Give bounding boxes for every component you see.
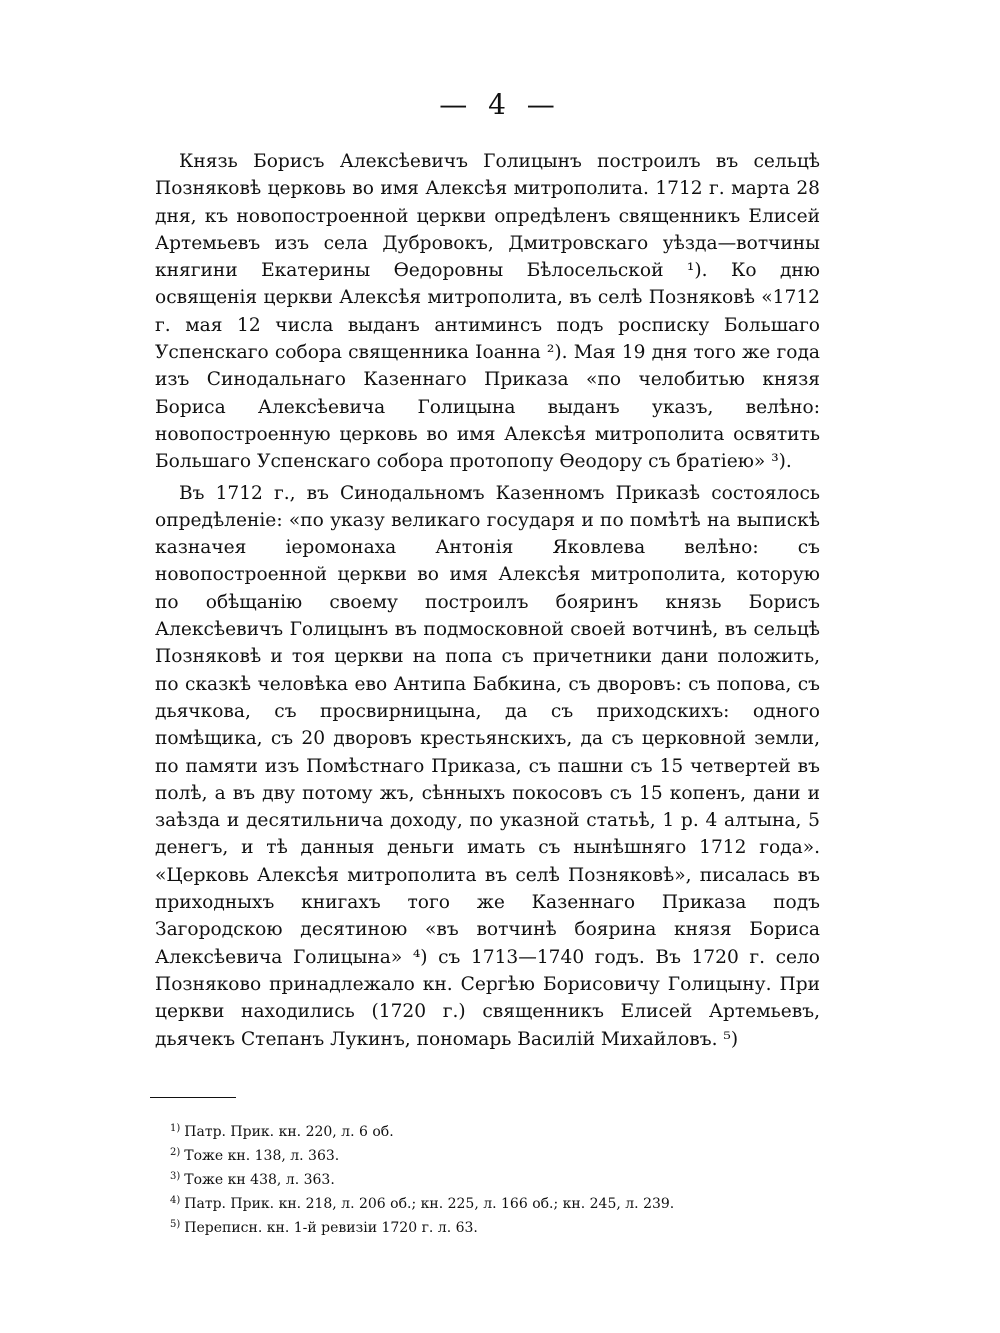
footnote-text: Тоже кн. 138, л. 363.: [184, 1148, 340, 1164]
footnote-4: [170, 1192, 810, 1216]
footnote-mark: 3): [170, 1171, 181, 1182]
footnote-1: [170, 1120, 810, 1144]
footnote-text: Патр. Прик. кн. 218, л. 206 об.; кн. 225, л. 166 об.; кн. 245, л. 239.: [184, 1196, 675, 1212]
footnote-divider: [150, 1097, 236, 1098]
footnote-text: Тоже кн 438, л. 363.: [184, 1172, 335, 1188]
footnote-5: [170, 1216, 810, 1240]
footnote-text: Переписн. кн. 1-й ревизіи 1720 г. л. 63.: [184, 1220, 478, 1236]
footnote-text: Патр. Прик. кн. 220, л. 6 об.: [184, 1124, 394, 1140]
footnotes: [170, 1120, 810, 1240]
footnote-mark: 5): [170, 1219, 181, 1230]
footnote-mark: 4): [170, 1195, 181, 1206]
paragraph-2: Въ 1712 г., въ Синодальномъ Казенномъ Приказѣ состоялось опредѣленіе: «по указу великаго государя и по помѣтѣ на выпискѣ казначея іеромонаха Антонія Яковлева велѣно: съ новопостроенной церкви во имя Алексѣя митрополита, которую по обѣщанію своему построилъ бояринъ князь Борисъ Алексѣевичъ Голицынъ въ подмосковной своей вотчинѣ, въ сельцѣ Позняковѣ и тоя церкви на попа съ причетники дани положить, по сказкѣ человѣка ево Антипа Бабкина, съ дворовъ: съ попова, съ дьячкова, съ просвирницына, да съ приходскихъ: одного помѣщика, съ 20 дворовъ крестьянскихъ, да съ церковной земли, по памяти изъ Помѣстнаго Приказа, съ пашни съ 15 четвертей въ полѣ, а въ дву потому жъ, сѣнныхъ покосовъ съ 15 копенъ, дани и заѣзда и десятильнича доходу, по указной статьѣ, 1 р. 4 алтына, 5 денегъ, и тѣ данныя деньги имать съ нынѣшняго 1712 года». «Церковь Алексѣя митрополита въ селѣ Позняковѣ», писалась въ приходныхъ книгахъ того же Казеннаго Приказа подъ Загородскою десятиною «въ вотчинѣ боярина князя Бориса Алексѣевича Голицына» ⁴) съ 1713—1740 годъ. Въ 1720 г. село Позняково принадлежало кн. Сергѣю Борисовичу Голицыну. При церкви находились (1720 г.) священникъ Елисей Артемьевъ, дьячекъ Степанъ Лукинъ, пономарь Василій Михайловъ. ⁵): [155, 482, 820, 1050]
main-text: [155, 148, 820, 1053]
paragraph-1: Князь Борисъ Алексѣевичъ Голицынъ построилъ въ сельцѣ Позняковѣ церковь во имя Алексѣя митрополита. 1712 г. марта 28 дня, къ новопостроенной церкви опредѣленъ священникъ Елисей Артемьевъ изъ села Дубровокъ, Дмитровскаго уѣзда—вотчины княгини Екатерины Ѳедоровны Бѣлосельской ¹). Ко дню освященія церкви Алексѣя митрополита, въ селѣ Позняковѣ «1712 г. мая 12 числа выданъ антиминсъ подъ росписку Большаго Успенскаго собора священника Іоанна ²). Мая 19 дня того же года изъ Синодальнаго Казеннаго Приказа «по челобитью князя Бориса Алексѣевича Голицына выданъ указъ, велѣно: новопостроенную церковь во имя Алексѣя митрополита освятить Большаго Успенскаго собора протопопу Ѳеодору съ братіею» ³).: [155, 151, 820, 473]
page-number: — 4 —: [439, 88, 561, 121]
footnote-2: [170, 1144, 810, 1168]
footnote-3: [170, 1168, 810, 1192]
footnote-mark: 2): [170, 1147, 181, 1158]
footnote-mark: 1): [170, 1123, 181, 1134]
